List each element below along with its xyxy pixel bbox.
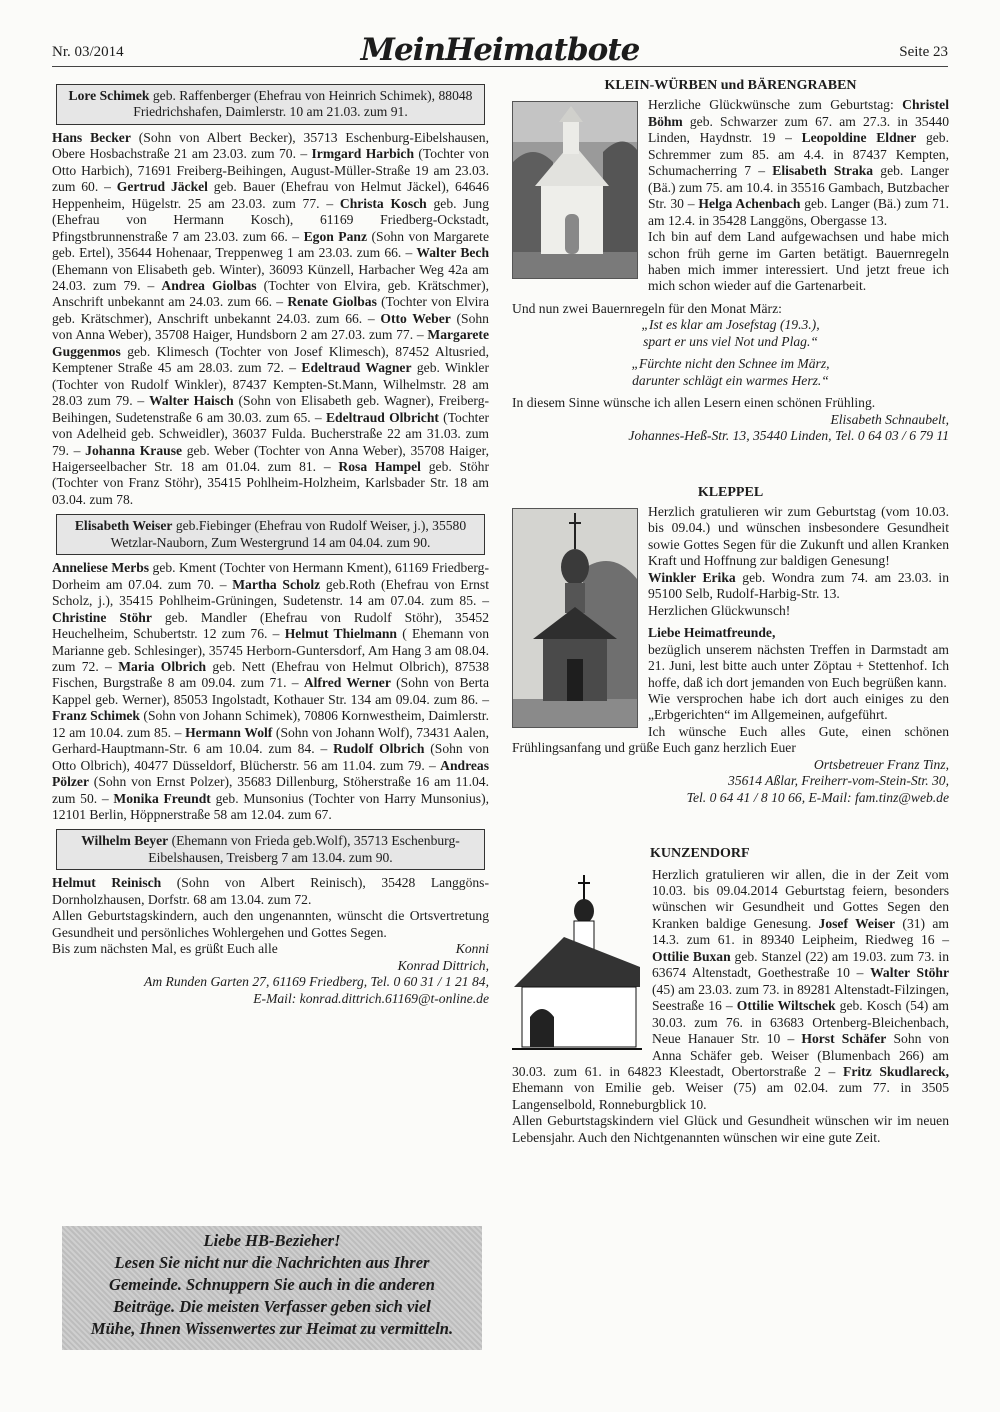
- closing-text: Allen Geburtstagskindern, auch den ungenannten, wünscht die Ortsvertretung Gesundheit und persönliches Wohlergehen und Gottes Segen.: [52, 908, 489, 940]
- person-name: Hermann Wolf: [185, 724, 273, 740]
- promo-title: Liebe HB-Bezieher!: [203, 1231, 341, 1250]
- person-name: Otto Weber: [380, 310, 451, 326]
- highlight-box-1: [56, 84, 485, 125]
- promo-box: [62, 1226, 482, 1350]
- person-name: Helmut Reinisch: [52, 875, 162, 891]
- rules-intro: Und nun zwei Bauernregeln für den Monat März:: [512, 300, 782, 316]
- person-name: Josef Weiser: [818, 915, 896, 931]
- signature-phone-email: Tel. 0 64 41 / 8 10 66, E-Mail: fam.tinz@web.de: [686, 789, 949, 805]
- wish-text: Ich wünsche Euch alles Gute, einen schönen Frühlingsanfang und grüße Euch ganz herzlich Euer: [512, 723, 949, 756]
- person-name: Elisabeth Straka: [772, 163, 874, 179]
- person-name: Andrea Giolbas: [161, 277, 257, 293]
- person-details: (Sohn von Anna Weber), 35708 Haiger, Hundsborn 2 am 27.03. zum 77. –: [52, 310, 489, 343]
- person-name: Fritz Skudlareck,: [843, 1064, 950, 1080]
- greeting-line: [52, 941, 489, 957]
- person-details: geb. Kosch (54) am 30.03. zum 76. in 63683 Ortenberg-Bleichenbach, Neue Hanauer Str. 10 –: [652, 998, 949, 1047]
- person-name: Walter Stöhr: [870, 965, 949, 981]
- person-details: (31) am 14.3. zum 61. in 89340 Leipheim, Riedweg 16 –: [652, 915, 949, 948]
- person-name: Gertrud Jäckel: [116, 179, 208, 195]
- person-details: geb. Mandler (Ehefrau von Rudolf Stöhr), 35452 Heuchelheim, Schubertstr. 12 zum 76. –: [52, 609, 489, 642]
- person-name: Helga Achenbach: [698, 196, 801, 212]
- person-name: Christine Stöhr: [52, 609, 152, 625]
- page-number: Seite 23: [899, 44, 948, 60]
- person-details: geb. Langer (Bä.) zum 71. am 12.4. in 35428 Langgöns, Obergasse 13.: [648, 196, 949, 228]
- person-name: Andreas Pölzer: [52, 757, 489, 790]
- masthead-logo: MeinHeimatbote: [360, 32, 640, 68]
- left-column: [52, 84, 489, 1007]
- person-name: Egon Panz: [303, 228, 368, 244]
- birthday-list-1: [52, 130, 489, 508]
- promo-line: Gemeinde. Schnuppern Sie auch in die anderen: [109, 1275, 435, 1294]
- box-name: Lore Schimek: [68, 88, 150, 103]
- person-details: (Sohn von Albert Becker), 35713 Eschenburg-Eibelshausen, Obere Hosbachstraße 21 am 23.03. zum 70. –: [52, 129, 489, 162]
- congrats-line: Herzlichen Glückwunsch!: [648, 602, 791, 618]
- birthday-list-3: [52, 875, 489, 908]
- person-details: (45) am 23.03. zum 73. in 89281 Altenstadt-Filzingen, Seestraße 16 –: [652, 981, 949, 1014]
- person-details: geb.Roth (Ehefrau von Ernst Scholz, j.), 35415 Pohlheim-Grüningen, Sudetenstr. 14 am 07.04. zum 85. –: [52, 576, 489, 609]
- person-name: Franz Schimek: [52, 708, 140, 724]
- person-name: Monika Freundt: [113, 790, 211, 806]
- person-details: geb. Stöhr (Tochter von Franz Stöhr), 35415 Pohlheim-Holzheim, Karlsbader Str. 18 am 03.04. zum 78.: [52, 458, 489, 507]
- page-header: [52, 30, 948, 67]
- person-name: Edeltraud Wagner: [301, 360, 412, 376]
- issue-number: Nr. 03/2014: [52, 44, 124, 60]
- person-details: geb. Bauer (Ehefrau von Helmut Jäckel), 64646 Heppenheim, Hügelstr. 25 am 23.03. zum 77. –: [52, 179, 490, 211]
- birthday-list-2: [52, 560, 489, 823]
- box-text: geb.Fiebinger (Ehefrau von Rudolf Weiser, j.), 35580 Wetzlar-Nauborn, Zum Westergrund 14 am 04.04. zum 90.: [110, 518, 467, 550]
- kleppel-intro: Herzlich gratulieren wir zum Geburtstag (vom 10.03. bis 09.04.) und wünschen insbesondere Gesundheit sowie Gottes Segen für die Zukunft und allen Kranken Kraft und Hoffnung zur baldigen Genesung!: [648, 503, 949, 569]
- person-name: Helmut Thielmann: [284, 626, 397, 642]
- person-name: Christel Böhm: [648, 97, 949, 129]
- person-details: (Tochter von Otto Harbich), 71691 Freiberg-Beihingen, August-Müller-Straße 19 am 23.03. zum 60. –: [52, 146, 489, 195]
- rule-1a: „Ist es klar am Josefstag (19.3.),: [641, 317, 820, 333]
- person-details: Ehemann von Emilie geb. Weiser (75) am 02.04. zum 77. in 3505 Langenselbold, Ronneburgblick 10.: [512, 1080, 949, 1112]
- section-title-kleppel: KLEPPEL: [697, 484, 764, 500]
- person-details: (Sohn von Albert Reinisch), 35428 Langgöns-Dornholzhausen, Dorfstr. 68 am 13.04. zum 72.: [52, 875, 489, 907]
- highlight-box-2: [56, 514, 485, 555]
- person-name: Anneliese Merbs: [52, 560, 150, 576]
- promo-line: Lesen Sie nicht nur die Nachrichten aus Ihrer: [114, 1253, 430, 1272]
- person-details: geb. Schwarzer zum 67. am 27.3. in 35440 Linden, Haydnstr. 19 –: [648, 113, 949, 146]
- box-text: geb. Raffenberger (Ehefrau von Heinrich Schimek), 88048 Friedrichshafen, Daimlerstr. 10 am 21.03. zum 91.: [133, 88, 473, 120]
- person-details: (Sohn von Berta Kappel geb. Werner), 85053 Ingolstadt, Kothauer Str. 134 am 09.04. zum 86. –: [52, 675, 489, 707]
- person-name: Martha Scholz: [232, 576, 321, 592]
- signature-name: Ortsbetreuer Franz Tinz,: [813, 756, 949, 772]
- promo-line: Beiträge. Die meisten Verfasser geben sich viel: [113, 1297, 431, 1316]
- person-name: Winkler Erika: [648, 569, 736, 585]
- section-title-kunzendorf: KUNZENDORF: [650, 846, 750, 862]
- person-text: geb. Wondra zum 74. am 23.03. in 95100 Selb, Rudolf-Harbig-Str. 13.: [648, 569, 949, 602]
- kunzendorf-closing: Allen Geburtstagskindern viel Glück und Gesundheit wünschen wir im neuen Lebensjahr. Auch den Nichtgenannten wünschen wir eine gute Zeit.: [512, 1113, 949, 1145]
- spring-wish: In diesem Sinne wünsche ich allen Lesern einen schönen Frühling.: [512, 395, 876, 411]
- right-column: [512, 78, 949, 1146]
- person-details: geb. Klimesch (Tochter von Josef Klimesch), 87452 Altusried, Kemptener Straße 45 am 28.03. zum 72. –: [52, 343, 489, 376]
- person-details: ( Ehemann von Marianne geb. Schlesinger), 35745 Herborn-Guntersdorf, Am Hang 3 am 08.04. zum 72. –: [52, 626, 490, 674]
- promo-line: Mühe, Ihnen Wissenwertes zur Heimat zu vermitteln.: [90, 1319, 454, 1338]
- church-drawing: [512, 871, 642, 1053]
- person-details: (Tochter von Adelheid geb. Schweidler), 36037 Fulda. Bucherstraße 22 am 31.03. zum 79. –: [52, 409, 490, 458]
- person-name: Johanna Krause: [85, 442, 183, 458]
- person-details: (Tochter von Elvira geb. Krätschmer), Anschrift unbekannt 24.03. zum 66. –: [52, 294, 489, 326]
- person-details: (Tochter von Elvira, geb. Krätschmer), Anschrift unbekannt am 24.03. zum 66. –: [52, 277, 490, 310]
- signature-nick: Konni: [455, 941, 489, 957]
- meeting-text: bezüglich unserem nächsten Treffen in Darmstadt am 21. Juni, lest bitte auch unter Zöptau + Stettenhof. Ich hoffe, daß ich dort jemanden von Euch begrüßen kann.: [648, 641, 949, 690]
- signature-name: Konrad Dittrich,: [397, 957, 489, 973]
- box-name: Wilhelm Beyer: [81, 833, 169, 849]
- signature-address: Johannes-Heß-Str. 13, 35440 Linden, Tel. 0 64 03 / 6 79 11: [628, 428, 949, 444]
- garden-text: Ich bin auf dem Land aufgewachsen und habe mich schon früh gerne im Garten betätigt. Bauernregeln haben mich immer interessiert. Und jetzt freue ich mich schon wieder auf die Gartenarbeit.: [648, 229, 949, 294]
- person-details: (Sohn von Elisabeth geb. Wagner), Freiberg-Beihingen, Sudetenstraße 6 am 30.03. zum 65. –: [52, 393, 490, 425]
- person-details: Herzlich gratulieren wir allen, die in der Zeit vom 10.03. bis 09.04.2014 Geburtstag feiern, besonders wünschen wir Gesundheit und Gottes Segen den Kranken baldige Genesung.: [652, 866, 949, 931]
- person-name: Walter Haisch: [149, 393, 234, 409]
- signature-name: Elisabeth Schnaubelt,: [830, 411, 949, 427]
- person-details: geb. Langer (Bä.) zum 75. am 10.4. in 35516 Gambach, Butzbacher Str. 30 –: [648, 163, 950, 212]
- promise-text: Wie versprochen habe ich dort auch einiges zu den „Erbgerichten“ im Allgemeinen, aufgeführt.: [648, 690, 949, 723]
- highlight-box-3: [56, 829, 485, 870]
- rule-1b: spart er uns viel Not und Plag.“: [643, 333, 818, 349]
- person-details: geb. Kment (Tochter von Hermann Kment), 61169 Friedberg-Dorheim am 07.04. zum 70. –: [52, 560, 489, 592]
- person-name: Margarete Guggenmos: [52, 327, 489, 359]
- box-text: (Ehemann von Frieda geb.Wolf), 35713 Eschenburg-Eibelshausen, Treisberg 7 am 13.04. zum 90.: [148, 833, 460, 865]
- person-name: Edeltraud Olbricht: [325, 409, 439, 425]
- person-name: Rosa Hampel: [338, 458, 421, 474]
- person-details: geb. Schremmer zum 85. am 4.4. in 87437 Kempten, Schumacherring 7 –: [648, 130, 949, 179]
- person-name: Renate Giolbas: [287, 294, 377, 310]
- greeting-text: Bis zum nächsten Mal, es grüßt Euch alle: [52, 941, 278, 957]
- person-name: Christa Kosch: [339, 195, 427, 211]
- box-name: Elisabeth Weiser: [74, 518, 173, 534]
- person-name: Ottilie Wiltschek: [736, 998, 836, 1014]
- person-details: (Sohn von Johann Wolf), 73431 Aalen, Gerhard-Hauptmann-Str. 6 am 10.04. zum 84. –: [52, 724, 489, 757]
- person-details: Sohn von Anna Schäfer geb. Weiser (Blumenbach 266) am 30.03. zum 61. in 64823 Kleestadt, Obertorstraße 2 –: [512, 1031, 949, 1080]
- person-details: geb. Nett (Ehefrau von Helmut Olbrich), 87538 Fischen, Burgstraße 8 am 09.04. zum 71. –: [52, 658, 489, 691]
- person-name: Walter Bech: [416, 245, 490, 261]
- chapel-photo-1: [512, 101, 638, 279]
- chapel-photo-2: [512, 508, 638, 728]
- person-details: (Sohn von Margarete geb. Ertel), 35644 Hohenaar, Treppenweg 1 am 23.03. zum 66. –: [52, 228, 489, 261]
- signature-address: Am Runden Garten 27, 61169 Friedberg, Tel. 0 60 31 / 1 21 84,: [144, 974, 489, 990]
- person-details: (Sohn von Johann Schimek), 70806 Kornwestheim, Daimlerstr. 12 am 10.04. zum 85. –: [52, 708, 489, 740]
- person-details: (Ehemann von Elisabeth geb. Winter), 36093 Künzell, Harbacher Weg 42a am 24.03. zum 79. –: [52, 261, 489, 293]
- person-name: Rudolf Olbrich: [333, 741, 425, 757]
- person-details: geb. Munsonius (Tochter von Harry Munsonius), 12101 Berlin, Höppnerstraße 58 am 12.04. zum 67.: [52, 790, 490, 823]
- person-details: geb. Weber (Tochter von Anna Weber), 35708 Haiger, Haigerseelbacher Str. 18 am 01.04. zum 81. –: [52, 442, 489, 474]
- rule-2a: „Fürchte nicht den Schnee im März,: [631, 356, 830, 372]
- person-name: Maria Olbrich: [118, 658, 207, 674]
- person-name: Irmgard Harbich: [311, 146, 415, 162]
- signature-email: E-Mail: konrad.dittrich.61169@t-online.de: [253, 990, 489, 1006]
- section-title-klein-wuerben: KLEIN-WÜRBEN und BÄRENGRABEN: [604, 78, 857, 93]
- signature-address: 35614 Aßlar, Freiherr-vom-Stein-Str. 30,: [728, 773, 949, 789]
- person-details: geb. Stanzel (22) am 19.03. zum 73. in 63674 Altenstadt, Goethestraße 10 –: [652, 948, 950, 981]
- person-name: Ottilie Buxan: [652, 948, 731, 964]
- person-details: geb. Jung (Ehefrau von Hermann Kosch), 61169 Friedberg-Ockstadt, Pfingstbrunnenstraße 7 am 23.03. zum 66. –: [52, 195, 489, 244]
- dear-friends-text: Liebe Heimatfreunde,: [648, 625, 776, 641]
- person-details: Herzliche Glückwünsche zum Geburtstag:: [648, 97, 903, 113]
- person-name: Horst Schäfer: [801, 1031, 887, 1047]
- person-details: geb. Winkler (Tochter von Rudolf Winkler), 87437 Kempten-St.Mann, Wilhelmstr. 28 am 28.03 zum 79. –: [52, 360, 489, 409]
- person-details: (Sohn von Ernst Polzer), 35683 Dillenburg, Stöherstraße 16 am 11.04. zum 50. –: [52, 774, 489, 806]
- rule-2b: darunter schlägt ein warmes Herz.“: [632, 372, 829, 388]
- person-details: (Sohn von Otto Olbrich), 40477 Düsseldorf, Blücherstr. 56 am 11.04. zum 79. –: [52, 741, 489, 773]
- person-name: Hans Becker: [52, 129, 131, 145]
- person-name: Leopoldine Eldner: [801, 130, 917, 146]
- person-name: Alfred Werner: [303, 675, 391, 691]
